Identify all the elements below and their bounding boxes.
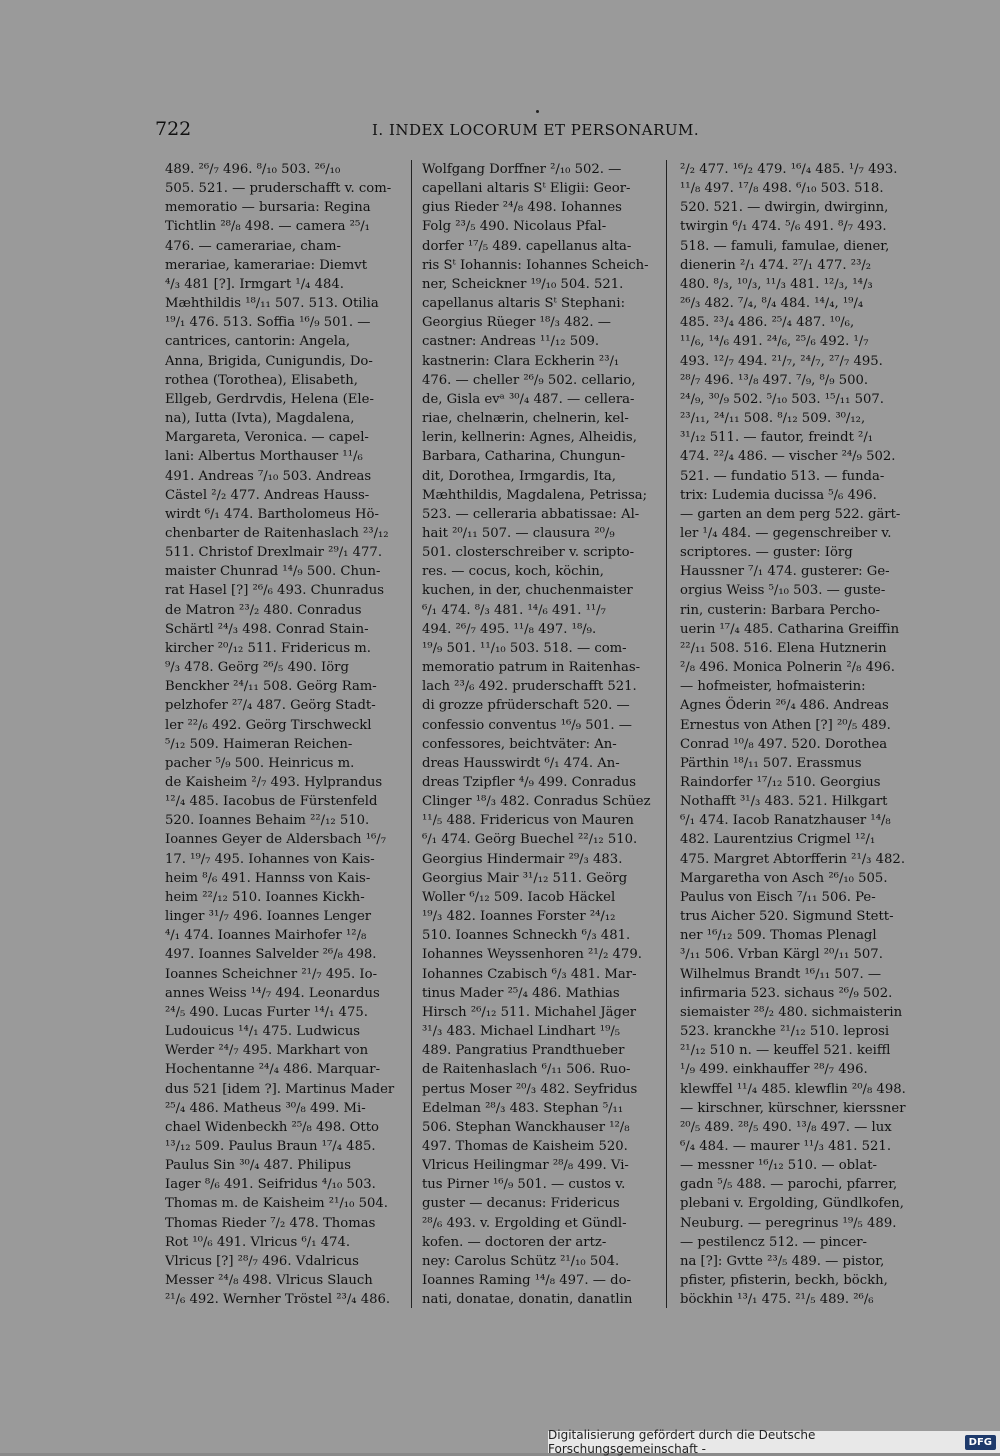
index-line: Margareta, Veronica. — capel- xyxy=(165,430,369,446)
index-line: — kirschner, kürschner, kierssner xyxy=(680,1100,906,1116)
index-line: Folg ²³/₅ 490. Nicolaus Pfal- xyxy=(422,219,607,235)
index-line: ²³/₁₁, ²⁴/₁₁ 508. ⁸/₁₂ 509. ³⁰/₁₂, xyxy=(680,411,866,427)
index-line: 476. — cheller ²⁶/₉ 502. cellario, xyxy=(422,372,636,388)
index-line: hait ²⁰/₁₁ 507. — clausura ²⁰/₉ xyxy=(422,525,615,541)
index-line: Nothafft ³¹/₃ 483. 521. Hilkgart xyxy=(680,794,888,810)
index-line: ⁵/₁₂ 509. Haimeran Reichen- xyxy=(165,736,353,752)
index-line: Wilhelmus Brandt ¹⁶/₁₁ 507. — xyxy=(680,966,882,982)
index-line: Tichtlin ²⁸/₈ 498. — camera ²⁵/₁ xyxy=(165,219,370,235)
index-line: kuchen, in der, chuchenmaister xyxy=(422,583,633,599)
index-line: ¹¹/₆, ¹⁴/₆ 491. ²⁴/₆, ²⁵/₆ 492. ¹/₇ xyxy=(680,334,869,350)
index-line: capellanus altaris Sᵗ Stephani: xyxy=(422,296,626,312)
index-line: ³¹/₃ 483. Michael Lindhart ¹⁹/₅ xyxy=(422,1024,621,1040)
index-line: heim ⁸/₆ 491. Hannss von Kais- xyxy=(165,870,371,886)
index-line: Hirsch ²⁶/₁₂ 511. Michahel Jäger xyxy=(422,1004,637,1020)
index-line: ²⁶/₃ 482. ⁷/₄, ⁸/₄ 484. ¹⁴/₄, ¹⁹/₄ xyxy=(680,296,864,312)
index-line: pelzhofer ²⁷/₄ 487. Geörg Stadt- xyxy=(165,698,376,714)
index-line: ney: Carolus Schütz ²¹/₁₀ 504. xyxy=(422,1253,620,1269)
index-line: siemaister ²⁸/₂ 480. sichmaisterin xyxy=(680,1004,903,1020)
index-line: kastnerin: Clara Eckherin ²³/₁ xyxy=(422,353,620,369)
index-line: Hochentanne ²⁴/₄ 486. Marquar- xyxy=(165,1062,381,1078)
index-line: ¹⁹/₁ 476. 513. Soffia ¹⁶/₉ 501. — xyxy=(165,315,371,331)
index-line: Vlricus Heilingmar ²⁸/₈ 499. Vi- xyxy=(422,1158,629,1174)
index-line: Paulus von Eisch ⁷/₁₁ 506. Pe- xyxy=(680,889,876,905)
index-line: Vlricus [?] ²⁸/₇ 496. Vdalricus xyxy=(165,1253,359,1269)
index-line: 511. Christof Drexlmair ²⁹/₁ 477. xyxy=(165,545,383,561)
index-line: rat Hasel [?] ²⁶/₆ 493. Chunradus xyxy=(165,583,385,599)
index-line: Conrad ¹⁰/₈ 497. 520. Dorothea xyxy=(680,736,888,752)
index-line: lani: Albertus Morthauser ¹¹/₆ xyxy=(165,449,363,465)
index-line: Mæhthildis ¹⁸/₁₁ 507. 513. Otilia xyxy=(165,296,379,312)
index-line: ¹⁹/₃ 482. Ioannes Forster ²⁴/₁₂ xyxy=(422,909,616,925)
index-line: Ioannes Raming ¹⁴/₈ 497. — do- xyxy=(422,1273,631,1289)
funding-footer xyxy=(548,1428,1000,1456)
index-line: 480. ⁸/₃, ¹⁰/₃, ¹¹/₃ 481. ¹²/₃, ¹⁴/₃ xyxy=(680,276,873,292)
index-line: — hofmeister, hofmaisterin: xyxy=(680,679,866,695)
index-line: dienerin ²/₁ 474. ²⁷/₁ 477. ²³/₂ xyxy=(680,257,872,273)
index-line: ¹¹/₅ 488. Fridericus von Mauren xyxy=(422,813,634,829)
index-line: Edelman ²⁸/₃ 483. Stephan ⁵/₁₁ xyxy=(422,1100,624,1116)
dfg-logo: DFG xyxy=(965,1435,996,1450)
index-line: 505. 521. — pruderschafft v. com- xyxy=(165,181,392,197)
index-line: Schärtl ²⁴/₃ 498. Conrad Stain- xyxy=(165,621,369,637)
index-line: 523. — celleraria abbatissae: Al- xyxy=(422,506,640,522)
index-line: ²¹/₆ 492. Wernher Tröstel ²³/₄ 486. xyxy=(165,1292,391,1308)
column-divider xyxy=(411,160,412,1308)
index-line: Iohannes Weyssenhoren ²¹/₂ 479. xyxy=(422,947,642,963)
index-line: Margaretha von Asch ²⁶/₁₀ 505. xyxy=(680,870,888,886)
index-line: Iohannes Czabisch ⁶/₃ 481. Mar- xyxy=(422,966,637,982)
index-column-3 xyxy=(680,160,906,1320)
index-line: 482. Laurentzius Crigmel ¹²/₁ xyxy=(680,832,876,848)
index-line: 494. ²⁶/₇ 495. ¹¹/₈ 497. ¹⁸/₉. xyxy=(422,621,597,637)
index-line: ¹¹/₈ 497. ¹⁷/₈ 498. ⁶/₁₀ 503. 518. xyxy=(680,181,884,197)
index-line: orgius Weiss ⁵/₁₀ 503. — guste- xyxy=(680,583,886,599)
index-line: ⁶/₁ 474. Geörg Buechel ²²/₁₂ 510. xyxy=(422,832,638,848)
index-line: Ioannes Scheichner ²¹/₇ 495. Io- xyxy=(165,966,378,982)
index-line: klewffel ¹¹/₄ 485. klewflin ²⁰/₈ 498. xyxy=(680,1081,906,1097)
index-line: scriptores. — guster: Iörg xyxy=(680,545,853,561)
index-line: annes Weiss ¹⁴/₇ 494. Leonardus xyxy=(165,985,380,1001)
index-line: wirdt ⁶/₁ 474. Bartholomeus Hö- xyxy=(165,506,379,522)
index-line: 501. closterschreiber v. scripto- xyxy=(422,545,635,561)
index-line: confessio conventus ¹⁶/₉ 501. — xyxy=(422,717,632,733)
index-line: 497. Thomas de Kaisheim 520. xyxy=(422,1138,628,1154)
index-line: na [?]: Gvtte ²³/₅ 489. — pistor, xyxy=(680,1253,885,1269)
index-line: de Raitenhaslach ⁶/₁₁ 506. Ruo- xyxy=(422,1062,631,1078)
index-line: 518. — famuli, famulae, diener, xyxy=(680,238,890,254)
index-line: böckhin ¹³/₁ 475. ²¹/₅ 489. ²⁶/₆ xyxy=(680,1292,874,1308)
index-line: Georgius Hindermair ²⁹/₃ 483. xyxy=(422,851,623,867)
index-line: ²⁵/₄ 486. Matheus ³⁰/₈ 499. Mi- xyxy=(165,1100,366,1116)
index-line: — messner ¹⁶/₁₂ 510. — oblat- xyxy=(680,1158,877,1174)
index-line: twirgin ⁶/₁ 474. ⁵/₆ 491. ⁸/₇ 493. xyxy=(680,219,887,235)
index-line: ²⁸/₇ 496. ¹³/₈ 497. ⁷/₉, ⁸/₉ 500. xyxy=(680,372,869,388)
index-line: gius Rieder ²⁴/₈ 498. Iohannes xyxy=(422,200,622,216)
index-line: trus Aicher 520. Sigmund Stett- xyxy=(680,909,894,925)
index-line: memoratio patrum in Raitenhas- xyxy=(422,660,641,676)
index-line: Thomas m. de Kaisheim ²¹/₁₀ 504. xyxy=(165,1196,388,1212)
index-line: ⁴/₃ 481 [?]. Irmgart ¹/₄ 484. xyxy=(165,276,345,292)
index-line: riae, chelnærin, chelnerin, kel- xyxy=(422,411,629,427)
index-line: Mæhthildis, Magdalena, Petrissa; xyxy=(422,487,648,503)
index-line: 497. Ioannes Salvelder ²⁶/₈ 498. xyxy=(165,947,377,963)
index-line: castner: Andreas ¹¹/₁₂ 509. xyxy=(422,334,600,350)
index-line: nati, donatae, donatin, danatlin xyxy=(422,1292,633,1308)
index-line: Georgius Mair ³¹/₁₂ 511. Geörg xyxy=(422,870,628,886)
index-line: — garten an dem perg 522. gärt- xyxy=(680,506,901,522)
column-divider xyxy=(666,160,667,1308)
index-line: rothea (Torothea), Elisabeth, xyxy=(165,372,358,388)
index-line: ⁹/₃ 478. Geörg ²⁶/₅ 490. Iörg xyxy=(165,660,349,676)
index-line: ler ¹/₄ 484. — gegenschreiber v. xyxy=(680,525,892,541)
index-line: Messer ²⁴/₈ 498. Vlricus Slauch xyxy=(165,1273,373,1289)
index-line: ner ¹⁶/₁₂ 509. Thomas Plenagl xyxy=(680,928,877,944)
index-line: dorfer ¹⁷/₅ 489. capellanus alta- xyxy=(422,238,632,254)
index-line: maister Chunrad ¹⁴/₉ 500. Chun- xyxy=(165,564,381,580)
index-line: Agnes Öderin ²⁶/₄ 486. Andreas xyxy=(680,698,889,714)
index-line: ¹⁹/₉ 501. ¹¹/₁₀ 503. 518. — com- xyxy=(422,640,627,656)
index-line: Woller ⁶/₁₂ 509. Iacob Häckel xyxy=(422,889,616,905)
index-line: ¹²/₄ 485. Iacobus de Fürstenfeld xyxy=(165,794,378,810)
index-line: lerin, kellnerin: Agnes, Alheidis, xyxy=(422,430,637,446)
index-line: ⁶/₄ 484. — maurer ¹¹/₃ 481. 521. xyxy=(680,1138,892,1154)
index-line: pfister, pfisterin, beckh, böckh, xyxy=(680,1273,888,1289)
index-line: dus 521 [idem ?]. Martinus Mader xyxy=(165,1081,395,1097)
index-line: ³¹/₁₂ 511. — fautor, freindt ²/₁ xyxy=(680,430,874,446)
index-line: Paulus Sin ³⁰/₄ 487. Philipus xyxy=(165,1158,352,1174)
index-line: ner, Scheickner ¹⁹/₁₀ 504. 521. xyxy=(422,276,624,292)
index-line: Pärthin ¹⁸/₁₁ 507. Erassmus xyxy=(680,755,862,771)
index-line: Barbara, Catharina, Chungun- xyxy=(422,449,626,465)
index-line: 493. ¹²/₇ 494. ²¹/₇, ²⁴/₇, ²⁷/₇ 495. xyxy=(680,353,883,369)
index-line: infirmaria 523. sichaus ²⁶/₉ 502. xyxy=(680,985,893,1001)
running-title: I. INDEX LOCORUM ET PERSONARUM. xyxy=(372,121,700,139)
index-line: 491. Andreas ⁷/₁₀ 503. Andreas xyxy=(165,468,372,484)
index-line: 17. ¹⁹/₇ 495. Iohannes von Kais- xyxy=(165,851,375,867)
index-line: ⁶/₁ 474. Iacob Ranatzhauser ¹⁴/₈ xyxy=(680,813,891,829)
index-line: di grozze pfrüderschaft 520. — xyxy=(422,698,630,714)
index-line: rin, custerin: Barbara Percho- xyxy=(680,602,880,618)
index-line: linger ³¹/₇ 496. Ioannes Lenger xyxy=(165,909,372,925)
index-line: 523. kranckhe ²¹/₁₂ 510. leprosi xyxy=(680,1024,890,1040)
index-line: guster — decanus: Fridericus xyxy=(422,1196,620,1212)
index-line: ²⁸/₆ 493. v. Ergolding et Gündl- xyxy=(422,1215,627,1231)
index-line: uerin ¹⁷/₄ 485. Catharina Greiffin xyxy=(680,621,900,637)
index-line: memoratio — bursaria: Regina xyxy=(165,200,371,216)
index-line: Clinger ¹⁸/₃ 482. Conradus Schüez xyxy=(422,794,651,810)
index-line: 474. ²²/₄ 486. — vischer ²⁴/₉ 502. xyxy=(680,449,896,465)
ink-mark xyxy=(536,110,539,113)
index-line: 520. Ioannes Behaim ²²/₁₂ 510. xyxy=(165,813,370,829)
index-line: pertus Moser ²⁰/₃ 482. Seyfridus xyxy=(422,1081,638,1097)
index-line: Rot ¹⁰/₆ 491. Vlricus ⁶/₁ 474. xyxy=(165,1234,351,1250)
index-line: trix: Ludemia ducissa ⁵/₆ 496. xyxy=(680,487,877,503)
index-line: ²⁴/₅ 490. Lucas Furter ¹⁴/₁ 475. xyxy=(165,1004,368,1020)
index-line: res. — cocus, koch, köchin, xyxy=(422,564,604,580)
index-line: Ludouicus ¹⁴/₁ 475. Ludwicus xyxy=(165,1024,361,1040)
index-line: 510. Ioannes Schneckh ⁶/₃ 481. xyxy=(422,928,631,944)
index-line: capellani altaris Sᵗ Eligii: Geor- xyxy=(422,181,631,197)
index-line: 520. 521. — dwirgin, dwirginn, xyxy=(680,200,889,216)
index-line: Haussner ⁷/₁ 474. gusterer: Ge- xyxy=(680,564,890,580)
index-line: dit, Dorothea, Irmgardis, Ita, xyxy=(422,468,616,484)
index-line: dreas Hausswirdt ⁶/₁ 474. An- xyxy=(422,755,620,771)
index-line: ³/₁₁ 506. Vrban Kärgl ²⁰/₁₁ 507. xyxy=(680,947,883,963)
index-line: 521. — fundatio 513. — funda- xyxy=(680,468,885,484)
index-line: confessores, beichtväter: An- xyxy=(422,736,617,752)
index-line: heim ²²/₁₂ 510. Ioannes Kickh- xyxy=(165,889,365,905)
index-line: cantrices, cantorin: Angela, xyxy=(165,334,351,350)
index-line: ler ²²/₆ 492. Geörg Tirschweckl xyxy=(165,717,372,733)
index-line: 489. ²⁶/₇ 496. ⁸/₁₀ 503. ²⁶/₁₀ xyxy=(165,162,341,177)
index-line: Wolfgang Dorffner ²/₁₀ 502. — xyxy=(422,162,622,177)
index-line: ¹/₉ 499. einkhauffer ²⁸/₇ 496. xyxy=(680,1062,868,1078)
index-line: de Kaisheim ²/₇ 493. Hylprandus xyxy=(165,775,383,790)
index-line: kofen. — doctoren der artz- xyxy=(422,1234,607,1250)
index-line: Iager ⁸/₆ 491. Seifridus ⁴/₁₀ 503. xyxy=(165,1177,376,1193)
index-line: kircher ²⁰/₁₂ 511. Fridericus m. xyxy=(165,640,372,656)
index-line: ris Sᵗ Iohannis: Iohannes Scheich- xyxy=(422,257,649,273)
index-line: tinus Mader ²⁵/₄ 486. Mathias xyxy=(422,985,620,1001)
index-line: Anna, Brigida, Cunigundis, Do- xyxy=(165,353,373,369)
index-line: ¹³/₁₂ 509. Paulus Braun ¹⁷/₄ 485. xyxy=(165,1138,376,1154)
index-line: ²/₂ 477. ¹⁶/₂ 479. ¹⁶/₄ 485. ¹/₇ 493. xyxy=(680,162,898,177)
index-line: Werder ²⁴/₇ 495. Markhart von xyxy=(165,1043,369,1059)
index-line: de Matron ²³/₂ 480. Conradus xyxy=(165,602,362,618)
page-header xyxy=(0,118,1000,148)
index-line: ⁶/₁ 474. ⁸/₃ 481. ¹⁴/₆ 491. ¹¹/₇ xyxy=(422,602,606,618)
index-column-1 xyxy=(165,160,399,1320)
funding-text: Digitalisierung gefördert durch die Deutsche Forschungsgemeinschaft - xyxy=(548,1428,816,1456)
index-line: Georgius Rüeger ¹⁸/₃ 482. — xyxy=(422,315,611,331)
index-line: Ellgeb, Gerdrvdis, Helena (Ele- xyxy=(165,391,374,407)
index-line: na), Iutta (Ivta), Magdalena, xyxy=(165,411,355,427)
index-line: — pestilencz 512. — pincer- xyxy=(680,1234,867,1250)
index-column-2 xyxy=(422,160,653,1320)
index-line: Benckher ²⁴/₁₁ 508. Geörg Ram- xyxy=(165,679,377,695)
index-line: ²¹/₁₂ 510 n. — keuffel 521. keiffl xyxy=(680,1043,891,1059)
index-line: 476. — camerariae, cham- xyxy=(165,238,341,254)
index-line: 475. Margret Abtorfferin ²¹/₃ 482. xyxy=(680,851,906,867)
index-line: chenbarter de Raitenhaslach ²³/₁₂ xyxy=(165,525,389,541)
index-line: ²/₈ 496. Monica Polnerin ²/₈ 496. xyxy=(680,660,895,676)
index-line: Thomas Rieder ⁷/₂ 478. Thomas xyxy=(165,1215,376,1231)
index-line: Ioannes Geyer de Aldersbach ¹⁶/₇ xyxy=(165,832,387,848)
index-line: Ernestus von Athen [?] ²⁰/₅ 489. xyxy=(680,717,891,733)
index-line: ⁴/₁ 474. Ioannes Mairhofer ¹²/₈ xyxy=(165,928,367,944)
index-line: Raindorfer ¹⁷/₁₂ 510. Georgius xyxy=(680,775,881,790)
index-line: ²²/₁₁ 508. 516. Elena Hutznerin xyxy=(680,640,887,656)
index-line: 485. ²³/₄ 486. ²⁵/₄ 487. ¹⁰/₆, xyxy=(680,315,855,331)
index-line: ²⁰/₅ 489. ²⁸/₅ 490. ¹³/₈ 497. — lux xyxy=(680,1119,892,1135)
page-number: 722 xyxy=(155,118,192,140)
index-line: 489. Pangratius Prandthueber xyxy=(422,1043,625,1059)
index-line: ²⁴/₉, ³⁰/₉ 502. ⁵/₁₀ 503. ¹⁵/₁₁ 507. xyxy=(680,391,884,407)
index-line: Neuburg. — peregrinus ¹⁹/₅ 489. xyxy=(680,1215,897,1231)
index-line: dreas Tzipfler ⁴/₉ 499. Conradus xyxy=(422,775,637,790)
index-line: pacher ⁵/₉ 500. Heinricus m. xyxy=(165,755,355,771)
index-line: chael Widenbeckh ²⁵/₈ 498. Otto xyxy=(165,1119,379,1135)
index-line: plebani v. Ergolding, Gündlkofen, xyxy=(680,1196,904,1212)
index-line: tus Pirner ¹⁶/₉ 501. — custos v. xyxy=(422,1177,626,1193)
index-line: 506. Stephan Wanckhauser ¹²/₈ xyxy=(422,1119,630,1135)
index-line: lach ²³/₆ 492. pruderschafft 521. xyxy=(422,679,637,695)
index-line: merariae, kamerariae: Diemvt xyxy=(165,257,368,273)
index-line: de, Gisla evᵃ ³⁰/₄ 487. — cellera- xyxy=(422,391,635,407)
index-line: gadn ⁵/₅ 488. — parochi, pfarrer, xyxy=(680,1177,898,1193)
index-line: Cästel ²/₂ 477. Andreas Hauss- xyxy=(165,487,370,503)
